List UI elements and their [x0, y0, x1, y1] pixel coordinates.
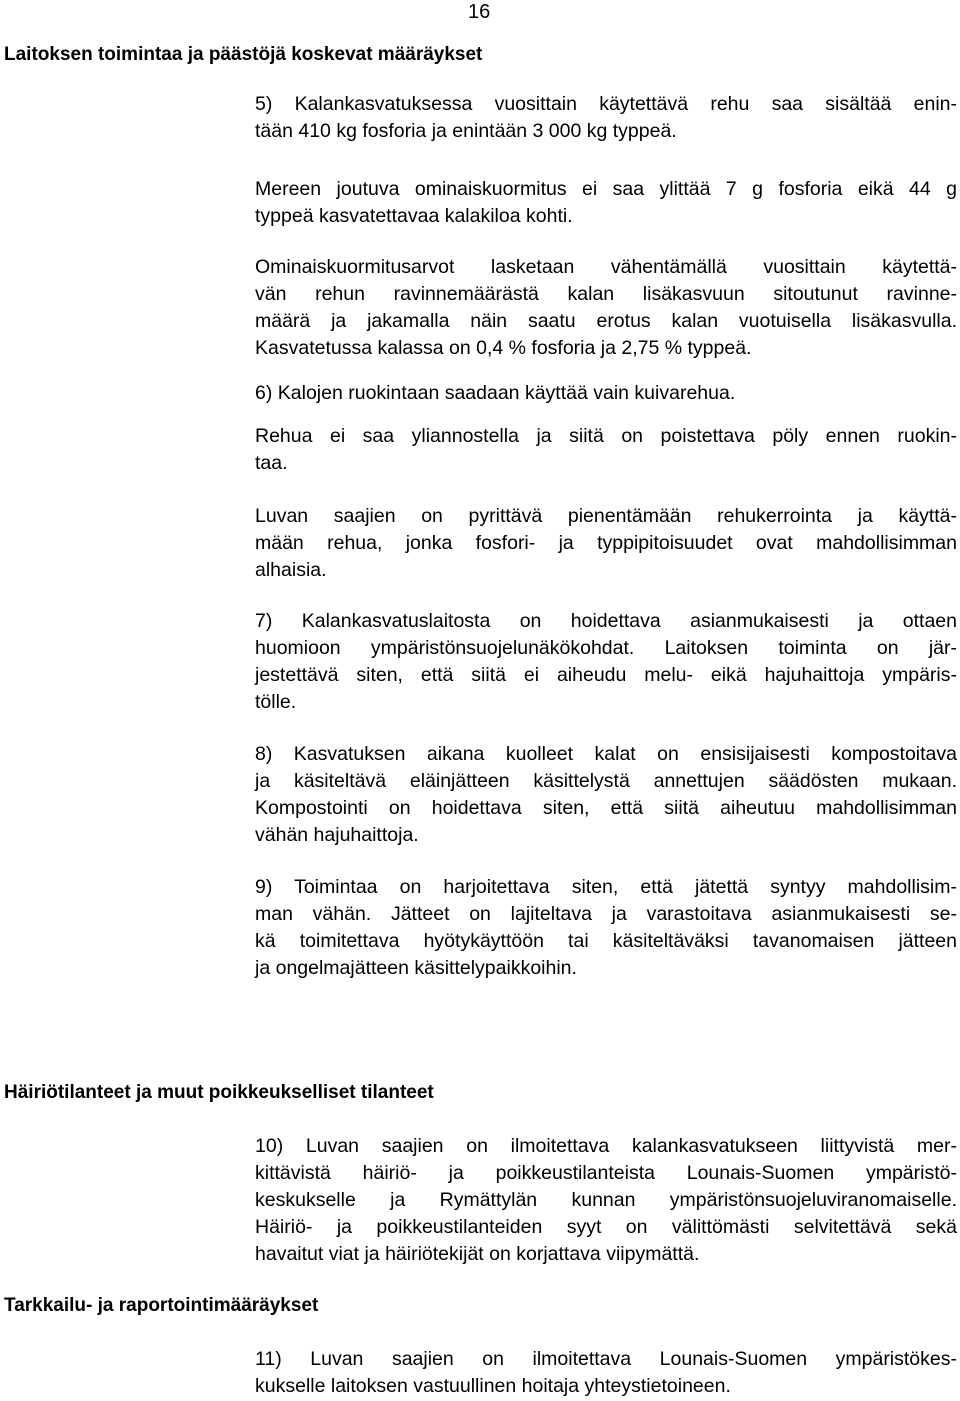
paragraph-maintenance [255, 608, 957, 716]
paragraph-specific-load [255, 176, 957, 230]
text-line: 10) Luvan saajien on ilmoitettava kalankasvatukseen liittyvistä mer- [255, 1135, 957, 1157]
text-line: kä toimitettava hyötykäyttöön tai käsiteltäväksi tavanomaisen jätteen [255, 930, 957, 952]
text-line: Kasvatetussa kalassa on 0,4 % fosforia ja 2,75 % typpeä. [255, 337, 752, 359]
text-line: Häiriö- ja poikkeustilanteiden syyt on välittömästi selvitettävä sekä [255, 1216, 957, 1238]
text-line: Luvan saajien on pyrittävä pienentämään rehukerrointa ja käyttä- [255, 505, 957, 527]
text-line: vän rehun ravinnemäärästä kalan lisäkasvuun sitoutunut ravinne- [255, 283, 957, 305]
section-heading-monitoring: Tarkkailu- ja raportointimääräykset [4, 1295, 319, 1316]
text-line: keskukselle ja Rymättylän kunnan ympäristönsuojeluviranomaiselle. [255, 1189, 957, 1211]
paragraph-overdosing [255, 423, 957, 477]
text-line: huomioon ympäristönsuojelunäkökohdat. Laitoksen toiminta on jär- [255, 637, 957, 659]
text-line: 11) Luvan saajien on ilmoitettava Lounais-Suomen ympäristökes- [255, 1348, 957, 1370]
section-heading-disturbances: Häiriötilanteet ja muut poikkeukselliset tilanteet [4, 1082, 434, 1103]
paragraph-load-calculation [255, 254, 957, 362]
section-body-disturbances [255, 1133, 957, 1268]
paragraph-responsible-operator [255, 1346, 957, 1400]
paragraph-disturbance-report [255, 1133, 957, 1268]
text-line: kittävistä häiriö- ja poikkeustilanteista Lounais-Suomen ympäristö- [255, 1162, 957, 1184]
section-heading-operations: Laitoksen toimintaa ja päästöjä koskevat määräykset [4, 44, 483, 65]
text-line: 6) Kalojen ruokintaan saadaan käyttää vain kuivarehua. [255, 382, 736, 404]
paragraph-dead-fish [255, 741, 957, 849]
text-line: määrä ja jakamalla näin saatu erotus kalan vuotuisella lisäkasvulla. [255, 310, 957, 332]
section-body-monitoring [255, 1346, 957, 1400]
text-line: Ominaiskuormitusarvot lasketaan vähentämällä vuosittain käytettä- [255, 256, 957, 278]
text-line: 9) Toimintaa on harjoitettava siten, että jätettä syntyy mahdollisim- [255, 876, 957, 898]
text-line: Rehua ei saa yliannostella ja siitä on poistettava pöly ennen ruokin- [255, 425, 957, 447]
text-line: Mereen joutuva ominaiskuormitus ei saa ylittää 7 g fosforia eikä 44 g [255, 178, 957, 200]
text-line: ja käsiteltävä eläinjätteen käsittelystä annettujen säädösten mukaan. [255, 770, 957, 792]
text-line: taa. [255, 452, 288, 474]
page-number: 16 [468, 1, 491, 23]
paragraph-dry-feed [255, 380, 957, 407]
section-body-operations [255, 91, 957, 982]
text-line: 5) Kalankasvatuksessa vuosittain käytettävä rehu saa sisältää enin- [255, 93, 957, 115]
text-line: tään 410 kg fosforia ja enintään 3 000 kg typpeä. [255, 120, 677, 142]
paragraph-feed-limit [255, 91, 957, 145]
paragraph-waste [255, 874, 957, 982]
text-line: havaitut viat ja häiriötekijät on korjattava viipymättä. [255, 1243, 700, 1265]
text-line: typpeä kasvatettavaa kalakiloa kohti. [255, 205, 573, 227]
text-line: tölle. [255, 691, 297, 713]
text-line: ja ongelmajätteen käsittelypaikkoihin. [255, 957, 577, 979]
text-line: alhaisia. [255, 559, 327, 581]
text-line: 8) Kasvatuksen aikana kuolleet kalat on ensisijaisesti kompostoitava [255, 743, 957, 765]
text-line: man vähän. Jätteet on lajiteltava ja varastoitava asianmukaisesti se- [255, 903, 957, 925]
text-line: vähän hajuhaittoja. [255, 824, 419, 846]
text-line: Kompostointi on hoidettava siten, että siitä aiheutuu mahdollisimman [255, 797, 957, 819]
text-line: kukselle laitoksen vastuullinen hoitaja yhteystietoineen. [255, 1375, 731, 1397]
text-line: 7) Kalankasvatuslaitosta on hoidettava asianmukaisesti ja ottaen [255, 610, 957, 632]
text-line: jestettävä siten, että siitä ei aiheudu melu- eikä hajuhaittoja ympäris- [255, 664, 957, 686]
text-line: mään rehua, jonka fosfori- ja typpipitoisuudet ovat mahdollisimman [255, 532, 957, 554]
paragraph-feed-coefficient [255, 503, 957, 584]
